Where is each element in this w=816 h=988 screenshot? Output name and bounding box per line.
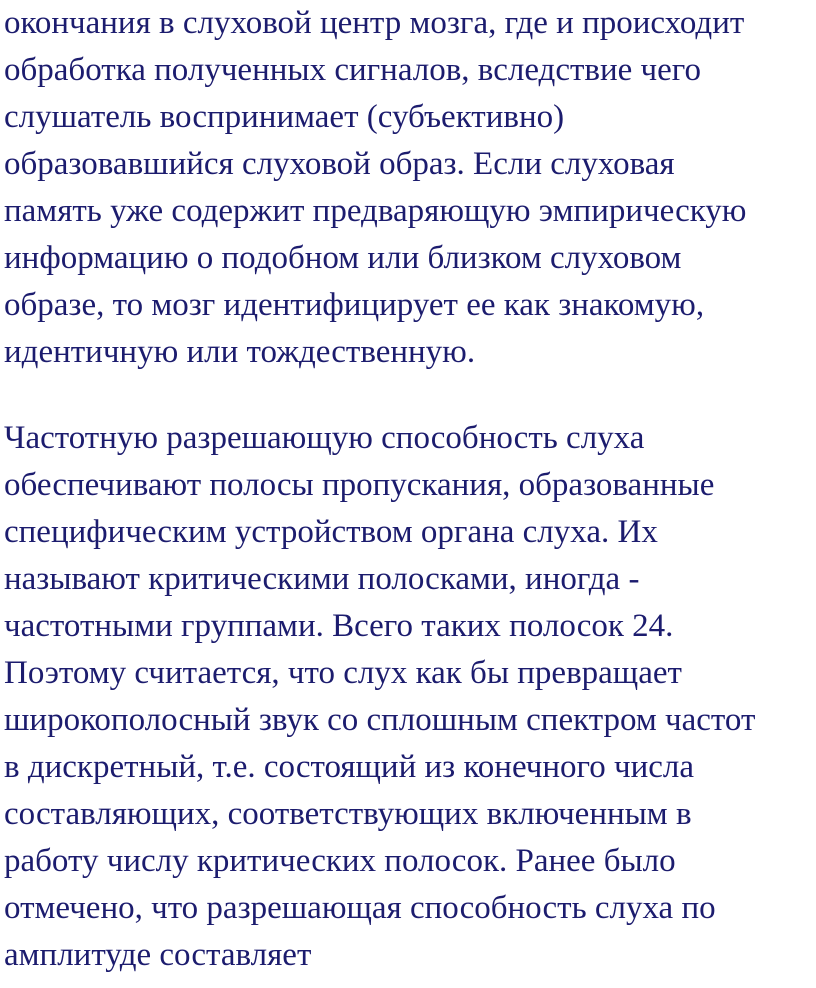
text-line: частотными группами. Всего таких полосок 24.: [4, 608, 674, 644]
text-line: составляющих, соответствующих включенным в: [4, 796, 692, 832]
text-line: память уже содержит предваряющую эмпирическую: [4, 193, 747, 229]
text-line: в дискретный, т.е. состоящий из конечного числа: [4, 749, 695, 785]
text-line: окончания в слуховой центр мозга, где и происходит: [4, 5, 745, 41]
text-line: обеспечивают полосы пропускания, образованные: [4, 467, 715, 503]
text-line: образе, то мозг идентифицирует ее как знакомую,: [4, 287, 705, 323]
text-line: называют критическими полосками, иногда -: [4, 561, 640, 597]
text-line: слушатель воспринимает (субъективно): [4, 99, 565, 135]
text-line: Частотную разрешающую способность слуха: [4, 420, 645, 456]
text-line: отмечено, что разрешающая способность слуха по: [4, 890, 716, 926]
text-line: специфическим устройством органа слуха. Их: [4, 514, 658, 550]
text-line: идентичную или тождественную.: [4, 334, 476, 370]
text-line: широкополосный звук со сплошным спектром частот: [4, 702, 756, 738]
text-line: амплитуде составляет: [4, 937, 312, 973]
text-line: информацию о подобном или близком слуховом: [4, 240, 682, 276]
text-line: Поэтому считается, что слух как бы превращает: [4, 655, 682, 691]
text-line: образовавшийся слуховой образ. Если слуховая: [4, 146, 675, 182]
text-line: работу числу критических полосок. Ранее было: [4, 843, 676, 879]
text-line: обработка полученных сигналов, вследствие чего: [4, 52, 701, 88]
